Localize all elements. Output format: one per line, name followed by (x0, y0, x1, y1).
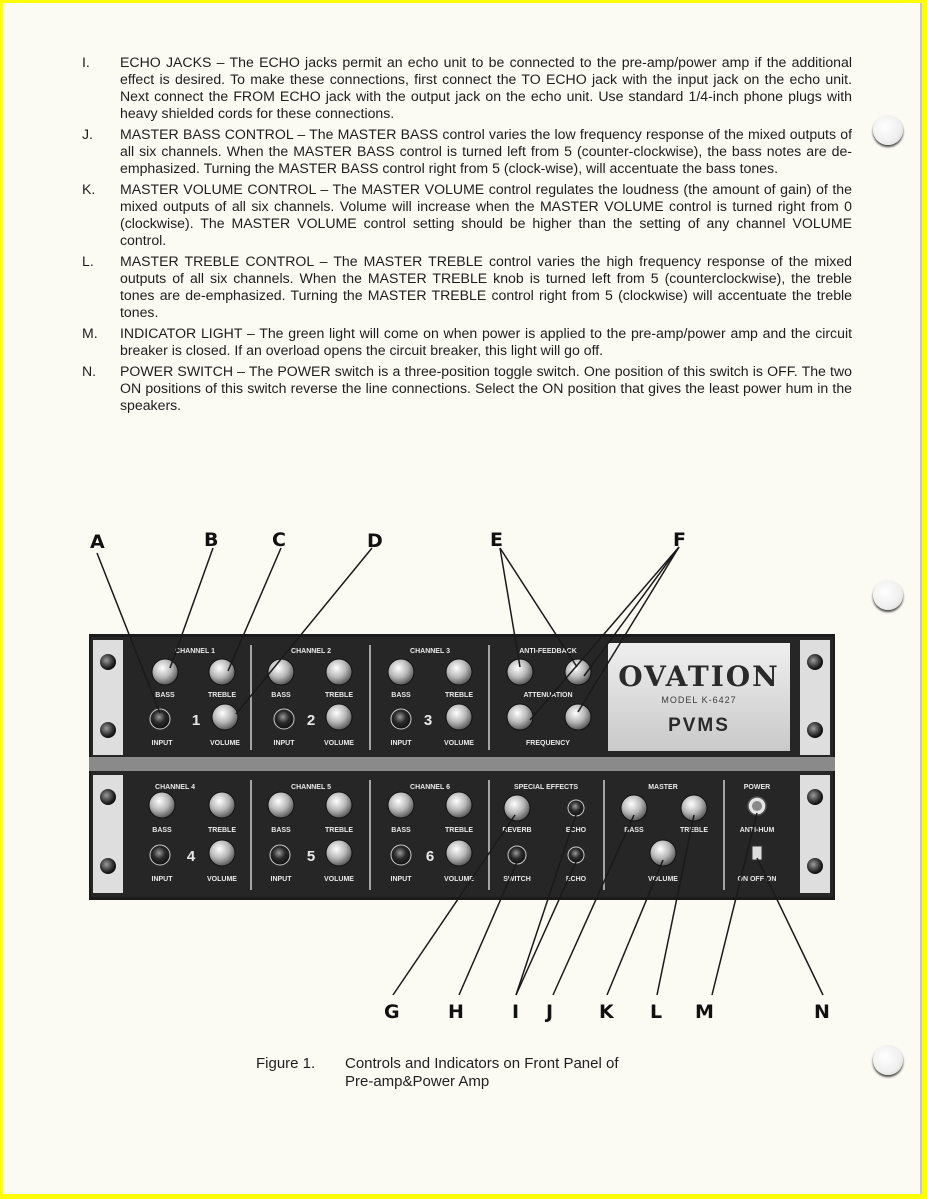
input-jack[interactable] (274, 709, 294, 729)
volume-knob[interactable] (326, 704, 352, 730)
screw-icon (807, 722, 823, 738)
screw-icon (100, 789, 116, 805)
reverb-knob[interactable] (504, 795, 530, 821)
echo-label: ECHO (565, 827, 587, 834)
callout-k: K (599, 1001, 614, 1023)
item-text: MASTER BASS CONTROL – The MASTER BASS control varies the low frequency response of the mixed outputs of all six channels. When the MASTER BASS control is turned left from 5 (counter-clockwise), the bass notes are de-emphasized. Turning the MASTER BASS control right from 5 (clock-wise), will accentuate the bass tones. (120, 126, 852, 176)
input-label: INPUT (273, 740, 295, 747)
item-text: POWER SWITCH – The POWER switch is a three-position toggle switch. One position of this switch is OFF. The two ON positions of this switch reverse the line connections. Select the ON position that gives the least power hum in the speakers. (120, 363, 852, 413)
treble-knob[interactable] (446, 792, 472, 818)
item-letter: N. (82, 363, 97, 379)
treble-knob[interactable] (209, 792, 235, 818)
input-jack[interactable] (150, 845, 170, 865)
indicator-light-lens (752, 801, 762, 811)
volume-knob[interactable] (209, 840, 235, 866)
screw-icon (100, 858, 116, 874)
item-letter: I. (82, 54, 90, 70)
caption-label: Figure 1. (256, 1055, 316, 1072)
channel-title: CHANNEL 1 (175, 648, 215, 655)
input-label: INPUT (390, 740, 412, 747)
volume-label: VOLUME (207, 876, 237, 883)
echo-label: ECHO (565, 876, 587, 883)
treble-label: TREBLE (680, 827, 708, 834)
bass-label: BASS (391, 692, 411, 699)
treble-label: TREBLE (325, 692, 353, 699)
bass-label: BASS (391, 827, 411, 834)
volume-label: VOLUME (210, 740, 240, 747)
channel-title: CHANNEL 2 (291, 648, 331, 655)
caption-line-1: Controls and Indicators on Front Panel of (345, 1055, 619, 1072)
product-name: PVMS (668, 715, 730, 736)
special-effects-title: SPECIAL EFFECTS (513, 784, 579, 791)
bass-knob[interactable] (268, 659, 294, 685)
input-label: INPUT (151, 876, 173, 883)
attenuation-label: ATTENUATION (523, 692, 573, 699)
callout-h: H (448, 1001, 464, 1023)
callout-b: B (204, 529, 219, 551)
channel-number: 1 (191, 712, 201, 729)
treble-knob[interactable] (446, 659, 472, 685)
treble-label: TREBLE (208, 827, 236, 834)
item-text: MASTER TREBLE CONTROL – The MASTER TREBLE control varies the high frequency response of the mixed outputs of all six channels. When the MASTER TREBLE knob is turned left from 5 (counterclockwise), the treble tones are de-emphasized. Turning the MASTER TREBLE control right from 5 (clockwise) will accentuate the treble tones. (120, 253, 852, 320)
callout-d: D (367, 530, 383, 552)
reverb-label: REVERB (502, 827, 532, 834)
treble-label: TREBLE (208, 692, 236, 699)
bass-label: BASS (271, 827, 291, 834)
bass-label: BASS (624, 827, 644, 834)
item-text: MASTER VOLUME CONTROL – The MASTER VOLUME control regulates the loudness (the amount of gain) of the mixed outputs of all six channels. Volume will increase when the MASTER VOLUME control is turned right from 0 (clockwise). The MASTER VOLUME control setting should be higher than the setting of any channel VOLUME control. (120, 181, 852, 248)
brand-logo: OVATION (618, 660, 780, 693)
volume-label: VOLUME (324, 876, 354, 883)
input-jack[interactable] (270, 845, 290, 865)
callout-l: L (650, 1001, 663, 1023)
treble-label: TREBLE (445, 692, 473, 699)
item-letter: K. (82, 181, 96, 197)
frequency-knob-right[interactable] (565, 704, 591, 730)
callout-n: N (814, 1001, 830, 1023)
callout-j: J (546, 1001, 554, 1023)
input-jack[interactable] (391, 709, 411, 729)
volume-knob[interactable] (446, 704, 472, 730)
bass-knob[interactable] (149, 792, 175, 818)
master-title: MASTER (648, 784, 678, 791)
volume-knob[interactable] (446, 840, 472, 866)
volume-knob[interactable] (326, 840, 352, 866)
volume-label: VOLUME (324, 740, 354, 747)
channel-number: 5 (306, 848, 316, 865)
channel-title: CHANNEL 4 (155, 784, 195, 791)
anti-hum-label: ANTI-HUM (739, 827, 775, 834)
anti-feedback-title: ANTI-FEEDBACK (519, 648, 577, 655)
callout-a: A (90, 531, 105, 553)
treble-label: TREBLE (445, 827, 473, 834)
model-number: MODEL K-6427 (661, 695, 737, 705)
item-text: ECHO JACKS – The ECHO jacks permit an echo unit to be connected to the pre-amp/power amp if the additional effect is desired. To make these connections, first connect the TO ECHO jack with the input jack on the echo unit. Next connect the FROM ECHO jack with the output jack on the echo unit. Use standard 1/4-inch phone plugs with heavy shielded cords for these connections. (120, 54, 852, 121)
input-jack[interactable] (391, 845, 411, 865)
reverb-switch-jack[interactable] (508, 846, 526, 864)
treble-label: TREBLE (325, 827, 353, 834)
input-label: INPUT (390, 876, 412, 883)
echo-jack-to[interactable] (568, 800, 584, 816)
bass-knob[interactable] (268, 792, 294, 818)
switch-label: SWITCH (503, 876, 531, 883)
callout-m: M (695, 1001, 714, 1023)
bass-label: BASS (152, 827, 172, 834)
treble-knob[interactable] (326, 792, 352, 818)
callout-i: I (512, 1001, 520, 1023)
master-bass-knob[interactable] (621, 795, 647, 821)
callout-f: F (673, 529, 686, 551)
channel-title: CHANNEL 3 (410, 648, 450, 655)
channel-number: 4 (186, 848, 196, 865)
input-label: INPUT (151, 740, 173, 747)
channel-title: CHANNEL 5 (291, 784, 331, 791)
item-letter: L. (82, 253, 94, 269)
echo-jack-from[interactable] (568, 847, 584, 863)
frequency-label: FREQUENCY (526, 740, 570, 747)
screw-icon (807, 789, 823, 805)
panel-divider (89, 757, 835, 771)
bass-label: BASS (271, 692, 291, 699)
channel-number: 6 (425, 848, 435, 865)
bass-knob[interactable] (152, 659, 178, 685)
volume-label: VOLUME (444, 740, 474, 747)
caption-line-2: Pre-amp&Power Amp (345, 1073, 490, 1090)
treble-knob[interactable] (326, 659, 352, 685)
channel-title: CHANNEL 6 (410, 784, 450, 791)
channel-number: 3 (423, 712, 433, 729)
callout-e: E (490, 529, 503, 551)
frequency-knob-left[interactable] (507, 704, 533, 730)
volume-label: VOLUME (648, 876, 678, 883)
item-letter: J. (82, 126, 93, 142)
power-title: POWER (743, 784, 771, 791)
bass-label: BASS (155, 692, 175, 699)
screw-icon (100, 722, 116, 738)
channel-number: 2 (306, 712, 316, 729)
bass-knob[interactable] (388, 659, 414, 685)
volume-knob[interactable] (212, 704, 238, 730)
item-letter: M. (82, 325, 98, 341)
screw-icon (807, 858, 823, 874)
callout-c: C (272, 529, 286, 551)
on-off-on-label: ON OFF ON (737, 876, 777, 883)
item-text: INDICATOR LIGHT – The green light will come on when power is applied to the pre-amp/power amp and the circuit breaker is closed. If an overload opens the circuit breaker, this light will go off. (120, 325, 852, 358)
screw-icon (807, 654, 823, 670)
screw-icon (100, 654, 116, 670)
power-toggle-switch[interactable] (752, 846, 762, 860)
master-volume-knob[interactable] (650, 840, 676, 866)
callout-g: G (384, 1001, 400, 1023)
bass-knob[interactable] (388, 792, 414, 818)
input-label: INPUT (270, 876, 292, 883)
volume-label: VOLUME (444, 876, 474, 883)
